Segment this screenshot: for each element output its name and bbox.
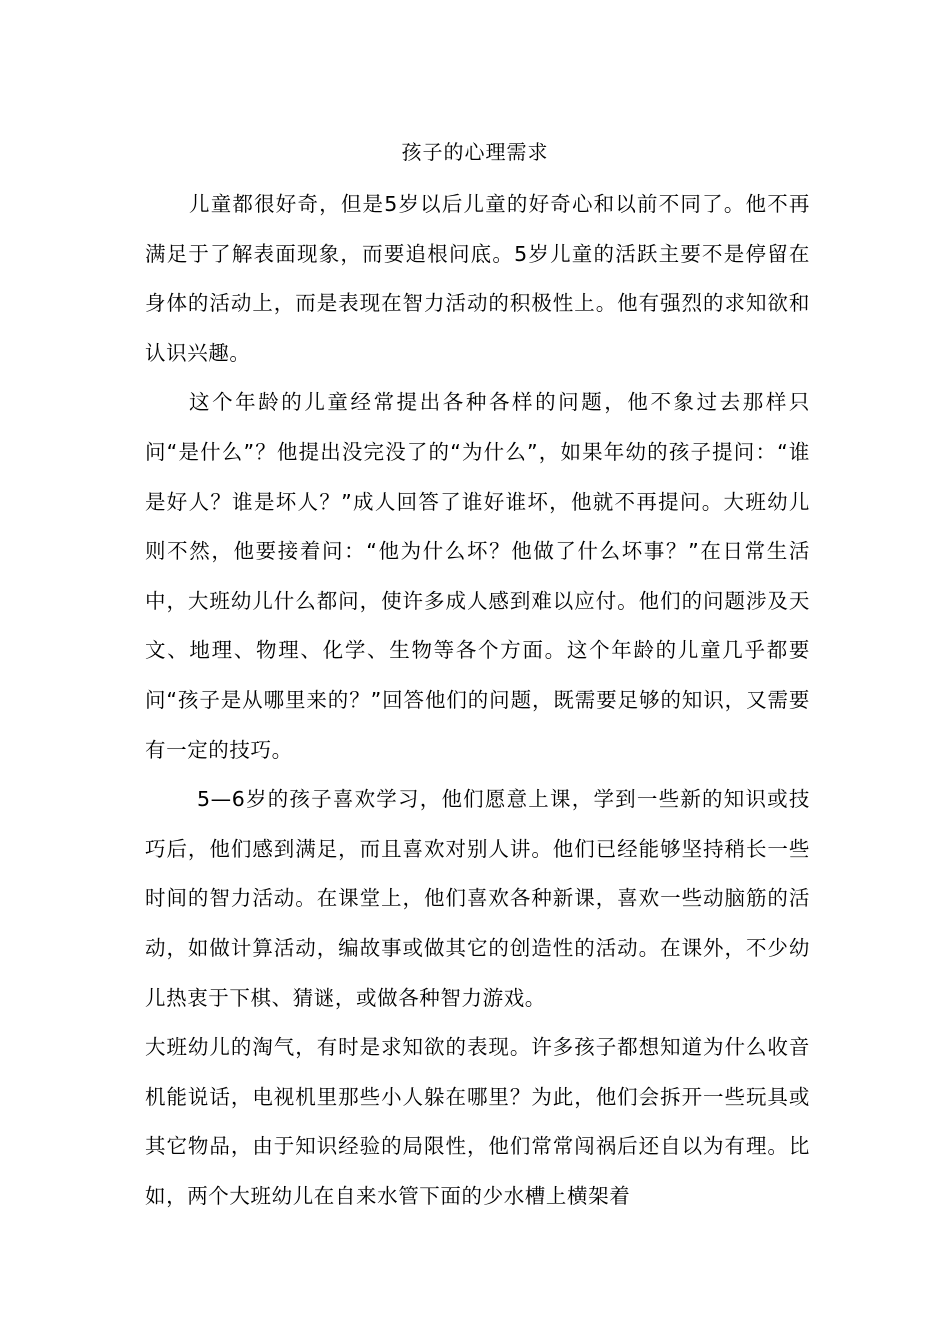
paragraph-1: 儿童都很好奇，但是5岁以后儿童的好奇心和以前不同了。他不再满足于了解表面现象，而要追根问底。5岁儿童的活跃主要不是停留在身体的活动上，而是表现在智力活动的积极性上。他有强烈的求知欲和认识兴趣。 — [145, 192, 810, 365]
document-title: 孩子的心理需求 — [401, 140, 549, 164]
paragraph-3: 5—6岁的孩子喜欢学习，他们愿意上课，学到一些新的知识或技巧后，他们感到满足，而且喜欢对别人讲。他们已经能够坚持稍长一些时间的智力活动。在课堂上，他们喜欢各种新课，喜欢一些动脑筋的活动，如做计算活动，编故事或做其它的创造性的活动。在课外，不少幼儿热衷于下棋、猜谜，或做各种智力游戏。 — [145, 787, 810, 1010]
paragraph-4: 大班幼儿的淘气，有时是求知欲的表现。许多孩子都想知道为什么收音机能说话，电视机里那些小人躲在哪里？为此，他们会拆开一些玩具或其它物品，由于知识经验的局限性，他们常常闯祸后还自以为有理。比如，两个大班幼儿在自来水管下面的少水槽上横架着 — [145, 1035, 810, 1208]
paragraph-2: 这个年龄的儿童经常提出各种各样的问题，他不象过去那样只问“是什么”？他提出没完没了的“为什么”，如果年幼的孩子提问：“谁是好人？谁是坏人？”成人回答了谁好谁坏，他就不再提问。大班幼儿则不然，他要接着问：“他为什么坏？他做了什么坏事？”在日常生活中，大班幼儿什么都问，使许多成人感到难以应付。他们的问题涉及天文、地理、物理、化学、生物等各个方面。这个年龄的儿童几乎都要问“孩子是从哪里来的？”回答他们的问题，既需要足够的知识，又需要有一定的技巧。 — [145, 390, 810, 762]
document-body — [145, 180, 810, 1221]
